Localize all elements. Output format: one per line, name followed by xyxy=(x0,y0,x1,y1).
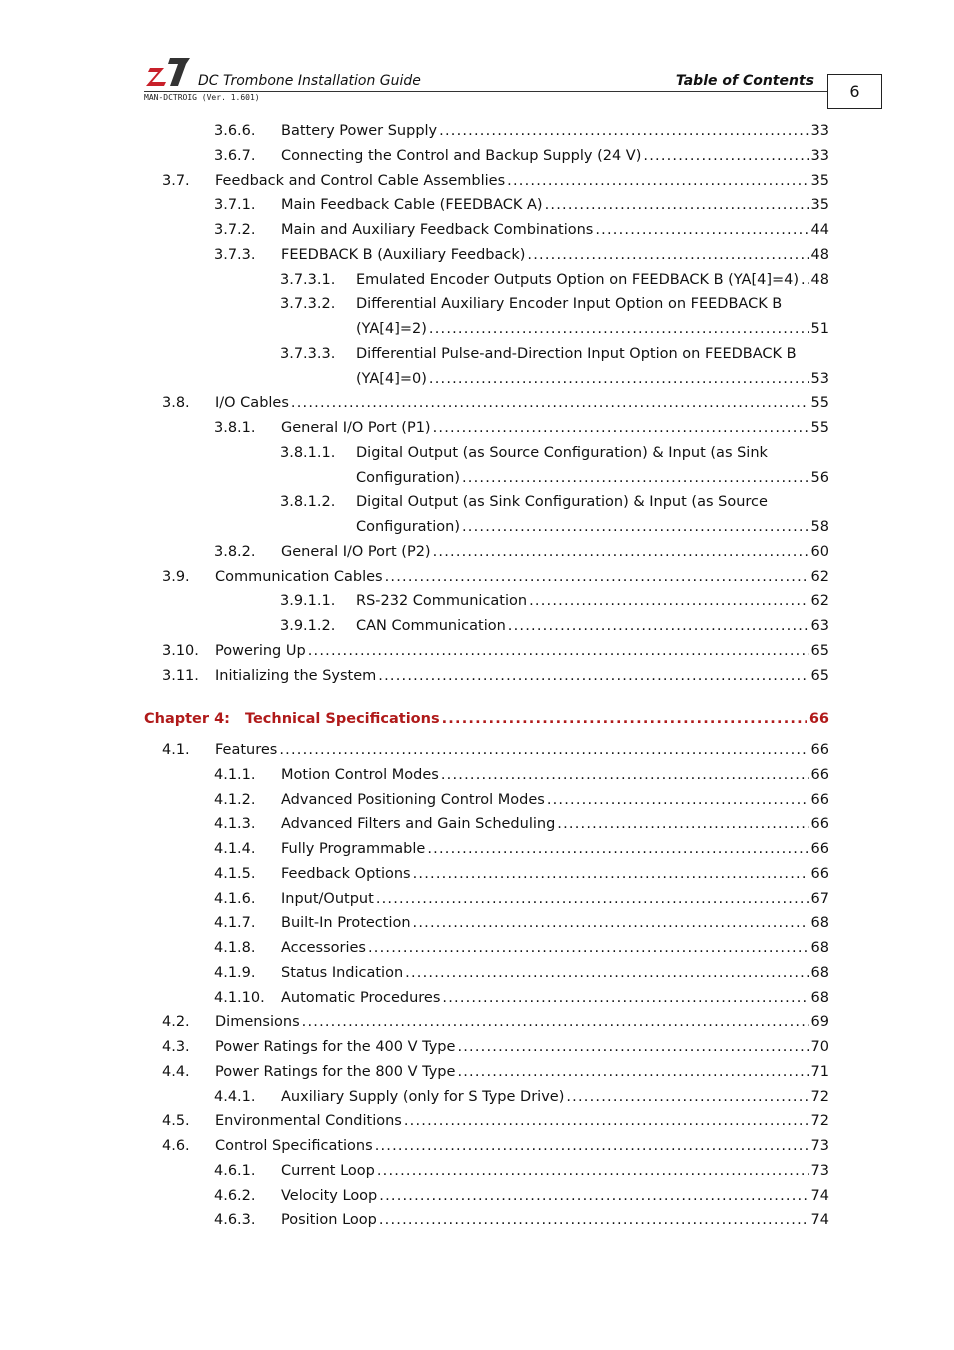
toc-entry-continuation[interactable] xyxy=(280,466,829,491)
toc-entry-number: 3.11. xyxy=(162,667,199,684)
toc-entry[interactable] xyxy=(214,1159,829,1184)
toc-entry-number: 4.1.5. xyxy=(214,865,256,882)
toc-entry[interactable] xyxy=(162,639,829,664)
toc-leader-dots xyxy=(427,837,808,862)
toc-entry-number: 3.7.3.2. xyxy=(280,296,336,313)
toc-entry-title: Features xyxy=(215,742,278,758)
toc-entry-page: 68 xyxy=(810,915,829,932)
toc-entry-number: 3.8.2. xyxy=(214,543,256,560)
toc-leader-dots xyxy=(643,144,808,169)
toc-entry-number: 4.2. xyxy=(162,1014,190,1031)
toc-entry-page: 48 xyxy=(810,246,829,263)
toc-entry-number: 3.7. xyxy=(162,172,190,189)
toc-entry-page: 73 xyxy=(810,1162,829,1179)
toc-entry-number: 4.3. xyxy=(162,1039,190,1055)
toc-entry-page: 35 xyxy=(810,172,829,189)
toc-entry[interactable] xyxy=(214,1184,829,1209)
toc-entry-title: FEEDBACK B (Auxiliary Feedback) xyxy=(281,246,526,263)
toc-entry-page: 48 xyxy=(810,271,829,288)
header-divider xyxy=(144,91,827,92)
toc-entry-number: 4.1.9. xyxy=(214,964,256,981)
toc-entry-title: Advanced Positioning Control Modes xyxy=(281,791,545,808)
toc-entry[interactable] xyxy=(214,911,829,936)
toc-entry-title: Automatic Procedures xyxy=(281,989,441,1006)
toc-entry-page: 74 xyxy=(810,1212,829,1229)
toc-entry-title: Built-In Protection xyxy=(281,915,411,932)
toc-leader-dots xyxy=(385,565,809,590)
toc-entry-title: CAN Communication xyxy=(356,618,506,634)
company-logo-icon xyxy=(146,56,192,88)
toc-entry[interactable] xyxy=(214,193,829,218)
toc-entry-number: 4.1. xyxy=(162,742,190,758)
toc-entry[interactable] xyxy=(162,1109,829,1134)
toc-leader-dots xyxy=(545,193,809,218)
toc-entry-number: 3.8.1. xyxy=(214,420,256,436)
toc-entry-number: 4.1.6. xyxy=(214,890,256,907)
toc-entry-title: Position Loop xyxy=(281,1212,377,1229)
guide-title: DC Trombone Installation Guide xyxy=(198,73,421,89)
toc-leader-dots xyxy=(413,862,809,887)
toc-entry-number: 3.7.3.1. xyxy=(280,271,336,288)
toc-entry-title: Differential Auxiliary Encoder Input Option on FEEDBACK B xyxy=(356,296,783,313)
toc-entry-page: 33 xyxy=(810,147,829,164)
toc-entry-title: Main and Auxiliary Feedback Combinations xyxy=(281,222,594,238)
toc-entry-page: 66 xyxy=(810,816,829,833)
toc-leader-dots xyxy=(379,1184,808,1209)
toc-entry-number: 4.1.10. xyxy=(214,989,265,1006)
toc-entry-page: 56 xyxy=(810,469,829,486)
toc-entry-page: 66 xyxy=(810,791,829,808)
toc-entry[interactable] xyxy=(214,144,829,169)
toc-leader-dots xyxy=(801,268,809,293)
toc-leader-dots xyxy=(378,664,808,689)
toc-entry-number: 3.9.1.2. xyxy=(280,618,336,634)
toc-entry-title: Configuration) xyxy=(356,469,460,486)
toc-entry-number: 3.8.1.2. xyxy=(280,494,336,511)
toc-entry[interactable] xyxy=(214,1208,829,1233)
page-number-box xyxy=(827,74,882,109)
toc-entry-number: 4.4. xyxy=(162,1063,190,1080)
toc-entry[interactable] xyxy=(162,565,829,590)
toc-entry-page: 68 xyxy=(810,940,829,956)
toc-leader-dots xyxy=(507,169,808,194)
toc-entry-title: Digital Output (as Sink Configuration) & Input (as Source xyxy=(356,494,768,511)
toc-entry-page: 68 xyxy=(810,964,829,981)
toc-entry[interactable] xyxy=(280,441,829,466)
toc-leader-dots xyxy=(566,1085,808,1110)
toc-entry-title: Auxiliary Supply (only for S Type Drive) xyxy=(281,1088,565,1105)
toc-entry[interactable] xyxy=(280,292,829,317)
toc-entry-page: 44 xyxy=(810,222,829,238)
toc-entry[interactable] xyxy=(162,169,829,194)
toc-entry-page: 55 xyxy=(810,395,829,412)
toc-entry-number: 3.9.1.1. xyxy=(280,593,336,610)
toc-entry-page: 35 xyxy=(810,197,829,214)
toc-entry-number: 4.6. xyxy=(162,1138,190,1154)
toc-leader-dots xyxy=(439,119,808,144)
toc-entry-title: Powering Up xyxy=(215,642,306,659)
toc-leader-dots xyxy=(429,317,809,342)
toc-entry-title: General I/O Port (P2) xyxy=(281,543,431,560)
toc-entry-title: Fully Programmable xyxy=(281,841,426,857)
toc-entry-title: Velocity Loop xyxy=(281,1187,378,1204)
toc-entry-title: Power Ratings for the 800 V Type xyxy=(215,1063,456,1080)
toc-entry-page: 73 xyxy=(810,1138,829,1154)
toc-leader-dots xyxy=(413,911,809,936)
toc-entry-number: 4.4.1. xyxy=(214,1088,256,1105)
toc-leader-dots xyxy=(547,788,809,813)
toc-entry[interactable] xyxy=(162,391,829,416)
toc-entry-page: 33 xyxy=(810,123,829,139)
toc-entry[interactable] xyxy=(162,664,829,689)
toc-chapter-entry[interactable] xyxy=(144,707,829,732)
toc-entry-number: 3.6.7. xyxy=(214,147,256,164)
toc-entry-continuation[interactable] xyxy=(280,515,829,540)
toc-entry[interactable] xyxy=(162,1010,829,1035)
toc-entry[interactable] xyxy=(214,986,829,1011)
toc-leader-dots xyxy=(595,218,808,243)
toc-leader-dots xyxy=(429,367,809,392)
toc-entry-number: 3.7.3. xyxy=(214,246,256,263)
toc-leader-dots xyxy=(457,1060,808,1085)
toc-entry-title: Status Indication xyxy=(281,964,404,981)
toc-entry-page: 58 xyxy=(810,519,829,535)
toc-entry[interactable] xyxy=(214,887,829,912)
toc-entry[interactable] xyxy=(214,1085,829,1110)
toc-entry[interactable] xyxy=(162,1060,829,1085)
toc-entry[interactable] xyxy=(214,763,829,788)
toc-entry-page: 66 xyxy=(810,841,829,857)
toc-entry-title: Technical Specifications xyxy=(245,711,440,728)
toc-entry-page: 66 xyxy=(810,766,829,783)
toc-leader-dots xyxy=(527,243,808,268)
toc-entry-number: 4.1.8. xyxy=(214,940,256,956)
toc-leader-dots xyxy=(379,1208,809,1233)
toc-leader-dots xyxy=(442,986,808,1011)
toc-entry[interactable] xyxy=(280,614,829,639)
toc-entry[interactable] xyxy=(280,268,829,293)
toc-leader-dots xyxy=(368,936,809,961)
toc-entry-title: Battery Power Supply xyxy=(281,123,438,139)
toc-entry-continuation[interactable] xyxy=(280,317,829,342)
toc-leader-dots xyxy=(375,1134,809,1159)
toc-leader-dots xyxy=(433,540,809,565)
toc-entry[interactable] xyxy=(214,540,829,565)
toc-entry[interactable] xyxy=(280,490,829,515)
toc-entry-title: Power Ratings for the 400 V Type xyxy=(215,1039,456,1055)
toc-leader-dots xyxy=(462,515,809,540)
toc-entry-number: 4.6.1. xyxy=(214,1162,256,1179)
toc-entry[interactable] xyxy=(214,416,829,441)
toc-entry-number: 4.1.1. xyxy=(214,766,256,783)
toc-entry-page: 72 xyxy=(810,1113,829,1130)
toc-entry-title: General I/O Port (P1) xyxy=(281,420,431,436)
section-label: Table of Contents xyxy=(675,73,814,89)
toc-entry-title: Feedback Options xyxy=(281,865,411,882)
toc-entry-number: 3.7.2. xyxy=(214,222,256,238)
toc-entry-title: Control Specifications xyxy=(215,1138,373,1154)
toc-entry[interactable] xyxy=(214,936,829,961)
toc-entry-page: 62 xyxy=(810,568,829,585)
toc-entry-title: Feedback and Control Cable Assemblies xyxy=(215,172,506,189)
toc-entry-title: Dimensions xyxy=(215,1014,300,1031)
toc-leader-dots xyxy=(441,763,809,788)
toc-entry-page: 62 xyxy=(810,593,829,610)
toc-leader-dots xyxy=(404,1109,809,1134)
toc-entry-title: Differential Pulse-and-Direction Input Option on FEEDBACK B xyxy=(356,345,797,362)
toc-entry[interactable] xyxy=(214,862,829,887)
toc-entry[interactable] xyxy=(214,812,829,837)
toc-entry-number: 3.7.3.3. xyxy=(280,345,336,362)
toc-entry-number: Chapter 4: xyxy=(144,711,230,728)
document-code: MAN-DCTROIG (Ver. 1.601) xyxy=(144,93,260,102)
toc-entry-page: 53 xyxy=(810,370,829,387)
toc-entry-title: Motion Control Modes xyxy=(281,766,439,783)
toc-leader-dots xyxy=(442,707,807,732)
toc-entry-title: Communication Cables xyxy=(215,568,383,585)
toc-entry-title: Advanced Filters and Gain Scheduling xyxy=(281,816,556,833)
toc-leader-dots xyxy=(405,961,808,986)
toc-leader-dots xyxy=(279,738,808,763)
toc-entry-page: 74 xyxy=(810,1187,829,1204)
toc-entry-number: 4.1.4. xyxy=(214,841,256,857)
toc-entry-page: 66 xyxy=(810,865,829,882)
toc-entry-number: 4.5. xyxy=(162,1113,190,1130)
toc-entry-title: Configuration) xyxy=(356,519,460,535)
toc-entry-number: 3.8. xyxy=(162,395,190,412)
toc-entry-title: Main Feedback Cable (FEEDBACK A) xyxy=(281,197,543,214)
toc-entry-page: 70 xyxy=(810,1039,829,1055)
toc-entry[interactable] xyxy=(162,1134,829,1159)
toc-entry-number: 3.9. xyxy=(162,568,190,585)
toc-leader-dots xyxy=(433,416,809,441)
toc-entry-page: 65 xyxy=(810,642,829,659)
toc-entry-number: 3.7.1. xyxy=(214,197,256,214)
toc-entry-number: 4.1.2. xyxy=(214,791,256,808)
toc-entry[interactable] xyxy=(214,837,829,862)
toc-entry[interactable] xyxy=(214,243,829,268)
toc-entry-number: 3.10. xyxy=(162,642,199,659)
toc-entry-title: Input/Output xyxy=(281,890,374,907)
toc-leader-dots xyxy=(377,1159,809,1184)
toc-leader-dots xyxy=(291,391,809,416)
toc-leader-dots xyxy=(457,1035,808,1060)
toc-entry[interactable] xyxy=(280,342,829,367)
toc-entry-number: 3.6.6. xyxy=(214,123,256,139)
toc-entry-page: 66 xyxy=(810,742,829,758)
toc-entry-page: 71 xyxy=(810,1063,829,1080)
toc-leader-dots xyxy=(308,639,809,664)
toc-entry-title: Digital Output (as Source Configuration) & Input (as Sink xyxy=(356,444,768,461)
toc-entry[interactable] xyxy=(162,1035,829,1060)
toc-entry-title: I/O Cables xyxy=(215,395,289,412)
toc-entry-page: 60 xyxy=(810,543,829,560)
toc-entry-continuation[interactable] xyxy=(280,367,829,392)
toc-entry-page: 67 xyxy=(810,890,829,907)
toc-entry-page: 72 xyxy=(810,1088,829,1105)
toc-entry-title: Emulated Encoder Outputs Option on FEEDBACK B (YA[4]=4) xyxy=(356,271,800,288)
toc-entry-title: Current Loop xyxy=(281,1162,375,1179)
page-number: 6 xyxy=(849,82,860,101)
toc-entry-number: 4.6.3. xyxy=(214,1212,256,1229)
toc-entry[interactable] xyxy=(214,218,829,243)
toc-leader-dots xyxy=(376,887,809,912)
toc-leader-dots xyxy=(302,1010,809,1035)
toc-leader-dots xyxy=(508,614,809,639)
toc-entry[interactable] xyxy=(214,961,829,986)
toc-entry-title: Accessories xyxy=(281,940,366,956)
toc-entry-title: Initializing the System xyxy=(215,667,377,684)
toc-entry-page: 63 xyxy=(810,618,829,634)
toc-entry[interactable] xyxy=(280,589,829,614)
toc-leader-dots xyxy=(557,812,808,837)
toc-entry[interactable] xyxy=(214,788,829,813)
toc-entry-title: Environmental Conditions xyxy=(215,1113,402,1130)
toc-entry[interactable] xyxy=(162,738,829,763)
toc-entry-title: (YA[4]=0) xyxy=(356,370,427,387)
toc-leader-dots xyxy=(462,466,809,491)
toc-entry-page: 68 xyxy=(810,989,829,1006)
toc-entry-page: 51 xyxy=(810,321,829,337)
toc-entry-number: 4.6.2. xyxy=(214,1187,256,1204)
toc-entry-number: 4.1.3. xyxy=(214,816,256,833)
toc-entry-title: RS-232 Communication xyxy=(356,593,528,610)
toc-entry-title: Connecting the Control and Backup Supply (24 V) xyxy=(281,147,642,164)
toc-entry-number: 4.1.7. xyxy=(214,915,256,932)
toc-entry-title: (YA[4]=2) xyxy=(356,321,427,337)
toc-leader-dots xyxy=(529,589,808,614)
toc-entry-page: 55 xyxy=(810,420,829,436)
toc-entry-number: 3.8.1.1. xyxy=(280,444,336,461)
toc-entry-page: 69 xyxy=(810,1014,829,1031)
toc-entry-page: 65 xyxy=(810,667,829,684)
toc-entry[interactable] xyxy=(214,119,829,144)
toc-entry-page: 66 xyxy=(808,711,829,728)
